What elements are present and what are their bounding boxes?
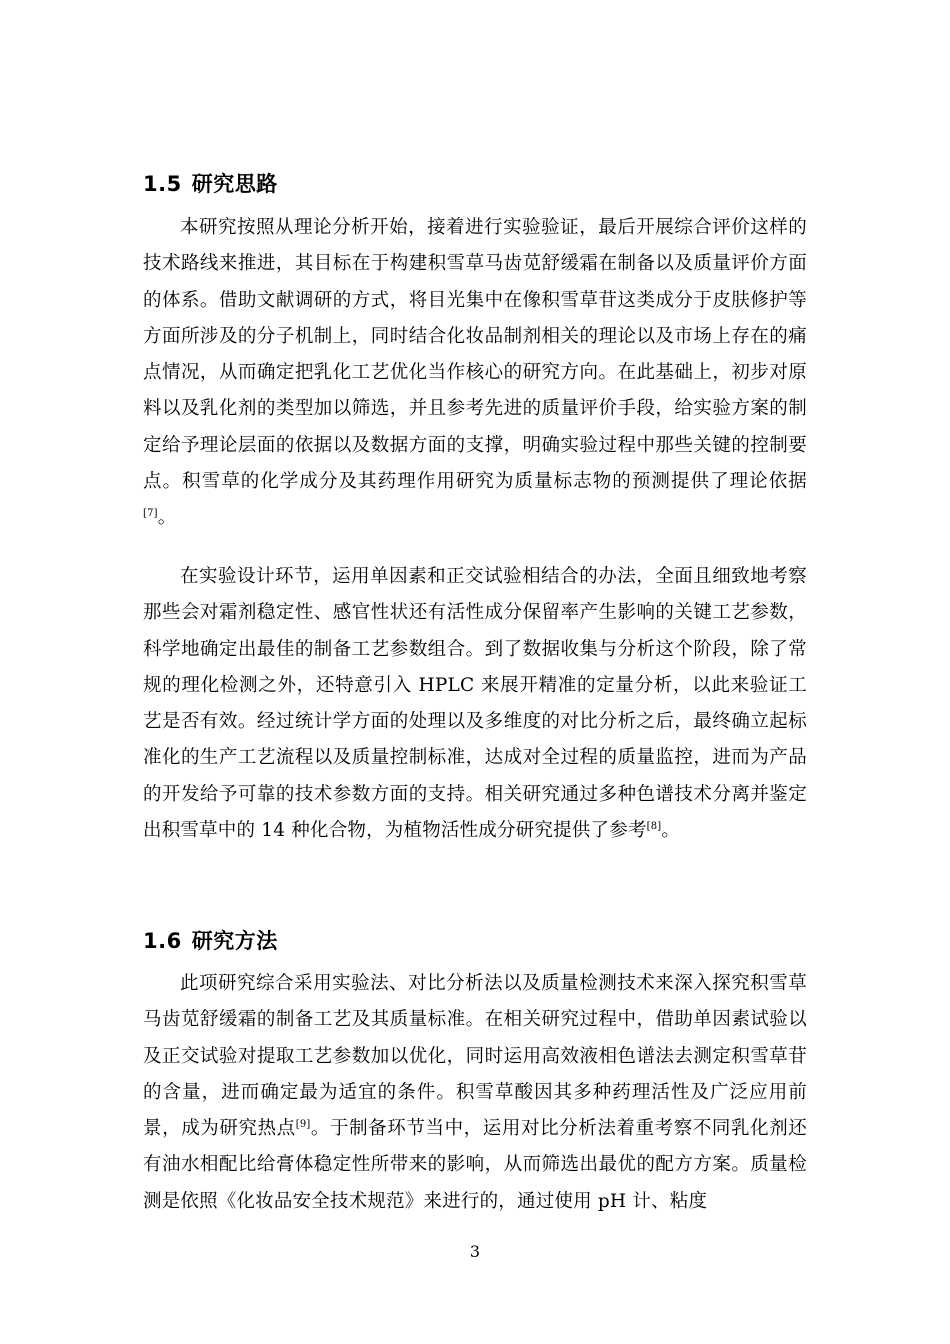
section-number: 1.5 <box>143 172 182 196</box>
section-number: 1.6 <box>143 929 182 953</box>
section-heading-1-6 <box>143 927 278 955</box>
citation-ref: [8] <box>646 821 662 833</box>
section-title: 研究方法 <box>191 929 278 953</box>
paragraph-1-6-1 <box>143 966 807 1220</box>
paragraph-text: 在实验设计环节，运用单因素和正交试验相结合的办法，全面且细致地考察那些会对霜剂稳定性、感官性状还有活性成分保留率产生影响的关键工艺参数，科学地确定出最佳的制备工艺参数组合。到了数据收集与分析这个阶段，除了常规的理化检测之外，还特意引入 HPLC 来展开精准的定量分析，以此来验证工艺是否有效。经过统计学方面的处理以及多维度的对比分析之后，最终确立起标准化的生产工艺流程以及质量控制标准，达成对全过程的质量监控，进而为产品的开发给予可靠的技术参数方面的支持。相关研究通过多种色谱技术分离并鉴定出积雪草中的 14 种化合物，为植物活性成分研究提供了参考 <box>143 566 807 842</box>
paragraph-tail: 。 <box>661 820 681 842</box>
paragraph-1-5-2 <box>143 559 807 849</box>
section-heading-1-5 <box>143 170 278 198</box>
section-title: 研究思路 <box>191 172 278 196</box>
paragraph-tail: 。于制备环节当中，运用对比分析法着重考察不同乳化剂还有油水相配比给膏体稳定性所带来的影响，从而筛选出最优的配方方案。质量检测是依照《化妆品安全技术规范》来进行的，通过使用 pH 计、粘度 <box>143 1118 807 1212</box>
page-number: 3 <box>469 1242 481 1261</box>
paragraph-text: 此项研究综合采用实验法、对比分析法以及质量检测技术来深入探究积雪草马齿苋舒缓霜的制备工艺及其质量标准。在相关研究过程中，借助单因素试验以及正交试验对提取工艺参数加以优化，同时运用高效液相色谱法去测定积雪草苷的含量，进而确定最为适宜的条件。积雪草酸因其多种药理活性及广泛应用前景，成为研究热点 <box>143 973 807 1140</box>
paragraph-1-5-1 <box>143 210 807 537</box>
paragraph-text: 本研究按照从理论分析开始，接着进行实验验证，最后开展综合评价这样的技术路线来推进，其目标在于构建积雪草马齿苋舒缓霜在制备以及质量评价方面的体系。借助文献调研的方式，将目光集中在像积雪草苷这类成分于皮肤修护等方面所涉及的分子机制上，同时结合化妆品制剂相关的理论以及市场上存在的痛点情况，从而确定把乳化工艺优化当作核心的研究方向。在此基础上，初步对原料以及乳化剂的类型加以筛选，并且参考先进的质量评价手段，给实验方案的制定给予理论层面的依据以及数据方面的支撑，明确实验过程中那些关键的控制要点。积雪草的化学成分及其药理作用研究为质量标志物的预测提供了理论依据 <box>143 217 807 493</box>
citation-ref: [7] <box>143 508 158 520</box>
paragraph-tail: 。 <box>157 507 177 529</box>
citation-ref: [9] <box>295 1119 311 1131</box>
